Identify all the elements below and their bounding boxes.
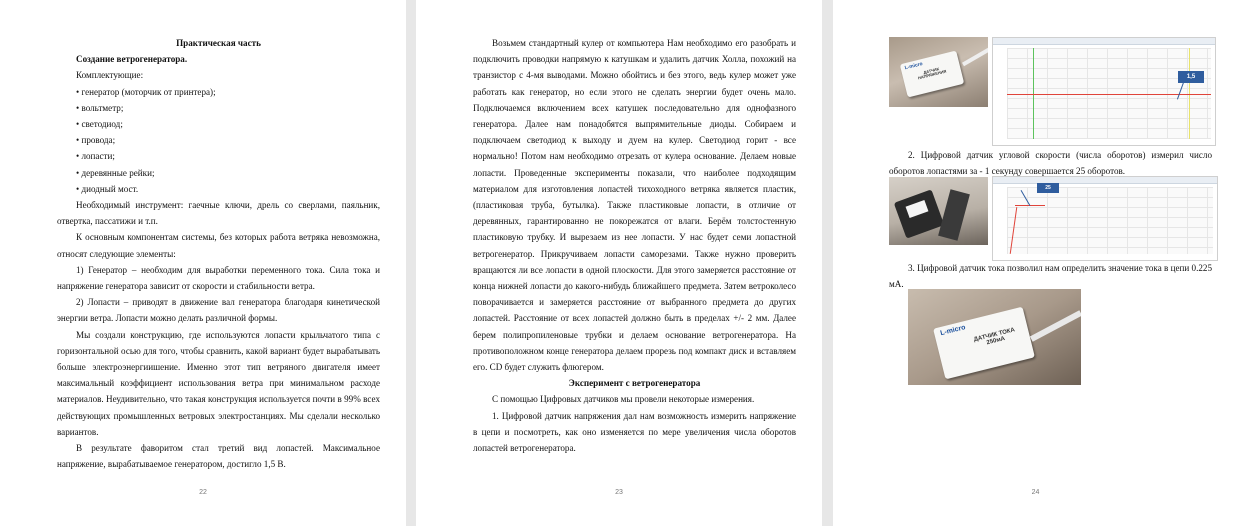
voltage-sensor-photo bbox=[889, 37, 988, 107]
page-23 bbox=[416, 0, 822, 526]
subsection-title: Создание ветрогенератора. bbox=[76, 54, 188, 65]
paragraph: Необходимый инструмент: гаечные ключи, дрель со сверлами, паяльник, отвертка, пассатижи и т.п. bbox=[57, 200, 380, 227]
list-item: • светодиод; bbox=[76, 119, 123, 130]
brand-logo: L-micro bbox=[939, 324, 967, 338]
paragraph: В результате фаворитом стал третий вид лопастей. Максимальное напряжение, вырабатываемое генератором, достигло 1,5 В. bbox=[57, 443, 380, 470]
page-number: 22 bbox=[199, 489, 207, 496]
page-number: 23 bbox=[615, 489, 623, 496]
paragraph: 2. Цифровой датчик угловой скорости (числа оборотов) измерил число оборотов лопастями за - 1 секунду совершается 25 оборотов. bbox=[889, 150, 1212, 177]
list-item: • вольтметр; bbox=[76, 102, 124, 113]
page-24-text-2 bbox=[889, 260, 1212, 292]
list-item: • деревянные рейки; bbox=[76, 167, 155, 178]
page-22 bbox=[0, 0, 406, 526]
paragraph: К основным компонентам системы, без которых работа ветряка невозможна, относят следующие элементы: bbox=[57, 232, 380, 259]
graph-value-label: 25 bbox=[1037, 183, 1059, 193]
page-24 bbox=[833, 0, 1238, 526]
graph-value-label: 1,5 bbox=[1178, 71, 1204, 83]
paragraph: С помощью Цифровых датчиков мы провели некоторые измерения. bbox=[492, 394, 755, 405]
paragraph: Мы создали конструкцию, где используются лопасти крыльчатого типа с горизонтальной осью для того, чтобы сравнить, какой вариант будет вырабатывать больше электроэнергиишение. Именно этот тип ветряного двигателя имеет максимальный коэффициент использования ветра при минимальном расходе материалов. Неудивительно, что такая конструкция используется почти в 99% всех действующих промышленных ветровых электростанциях. Мы сделали несколько вариантов. bbox=[57, 329, 380, 437]
paragraph: 2) Лопасти – приводят в движение вал генератора благодаря кинетической энергии ветра. Лопасти можно делать различной формы. bbox=[57, 297, 380, 324]
page-23-text bbox=[473, 35, 796, 456]
rotation-graph bbox=[992, 176, 1218, 261]
rotation-sensor-photo bbox=[889, 177, 988, 245]
list-item: • генератор (моторчик от принтера); bbox=[76, 86, 216, 97]
section-title: Практическая часть bbox=[176, 38, 261, 48]
list-item: • лопасти; bbox=[76, 151, 115, 162]
page-24-text-1 bbox=[889, 147, 1212, 179]
page-number: 24 bbox=[1031, 489, 1040, 496]
list-item: • провода; bbox=[76, 135, 116, 146]
section-title: Эксперимент с ветрогенератора bbox=[568, 378, 701, 389]
device-label: ДАТЧИК НАПРЯЖЕНИЯ bbox=[917, 66, 947, 81]
list-item: • диодный мост. bbox=[76, 183, 139, 194]
paragraph: Комплектующие: bbox=[76, 70, 144, 81]
current-sensor-photo bbox=[908, 289, 1081, 385]
page-22-text bbox=[57, 35, 380, 472]
paragraph: 3. Цифровой датчик тока позволил нам определить значение тока в цепи 0.225 мА. bbox=[889, 263, 1212, 290]
voltage-graph bbox=[992, 37, 1216, 146]
device-label: ДАТЧИК ТОКА 250мА bbox=[973, 327, 1016, 347]
paragraph: 1. Цифровой датчик напряжения дал нам возможность измерить напряжение в цепи и посмотреть, как оно изменяется по мере увеличения числа оборотов лопастей ветрогенератора. bbox=[473, 410, 796, 454]
paragraph: 1) Генератор – необходим для выработки переменного тока. Сила тока и напряжение генератора зависит от скорости и стабильности ветра. bbox=[57, 264, 380, 292]
brand-logo: L-micro bbox=[904, 61, 924, 72]
paragraph: Возьмем стандартный кулер от компьютера Нам необходимо его разобрать и подключить проводки напрямую к катушкам и удалить датчик Холла, похожий на транзистор с 4-мя выводами. Можно обойтись и без этого, ведь кулер может уже работать как генератор, но если этого не сделать энергии будет очень мало. Подключаемся включением всех катушек последовательно для однофазного генератора. Далее нам понадобятся выпрямительные диоды. Собираем и подключаем светодиод к выходу и дуем на кулер. Светодиод горит - все нормально! Потом нам необходимо отрезать от кулера основание. Делаем новые лопасти. Проведенные эксперименты показали, что наиболее подходящим материалом для изготовления лопастей тихоходного ветряка является пластик, (пластиковая труба, бутылка). Также пластиковые лопасти, в отличие от деревянных, гарантированно не покорежатся от влаги. Берём толстостенную пластиковую трубку. И вырезаем из нее лопасти. У нас будет семи лопастной ветрогенератор. Прикручиваем лопасти саморезами. Также нужно проверить вращаются ли все лопасти в одной плоскости. Для этого замеряется расстояние от конца нижней лопасти до какого-нибудь ближайшего предмета. Затем ветроколесо поворачивается и замеряется расстояние от выбранного предмета до других лопастей. Расстояние от всех лопастей должно быть в пределах +/- 2 мм. Далее берем полипропиленовые трубки и делаем основание ветрогенератора. На противоположном конце генератора делаем прорезь под компакт диск и вставляем его. CD будет служить флюгером. bbox=[473, 38, 796, 373]
